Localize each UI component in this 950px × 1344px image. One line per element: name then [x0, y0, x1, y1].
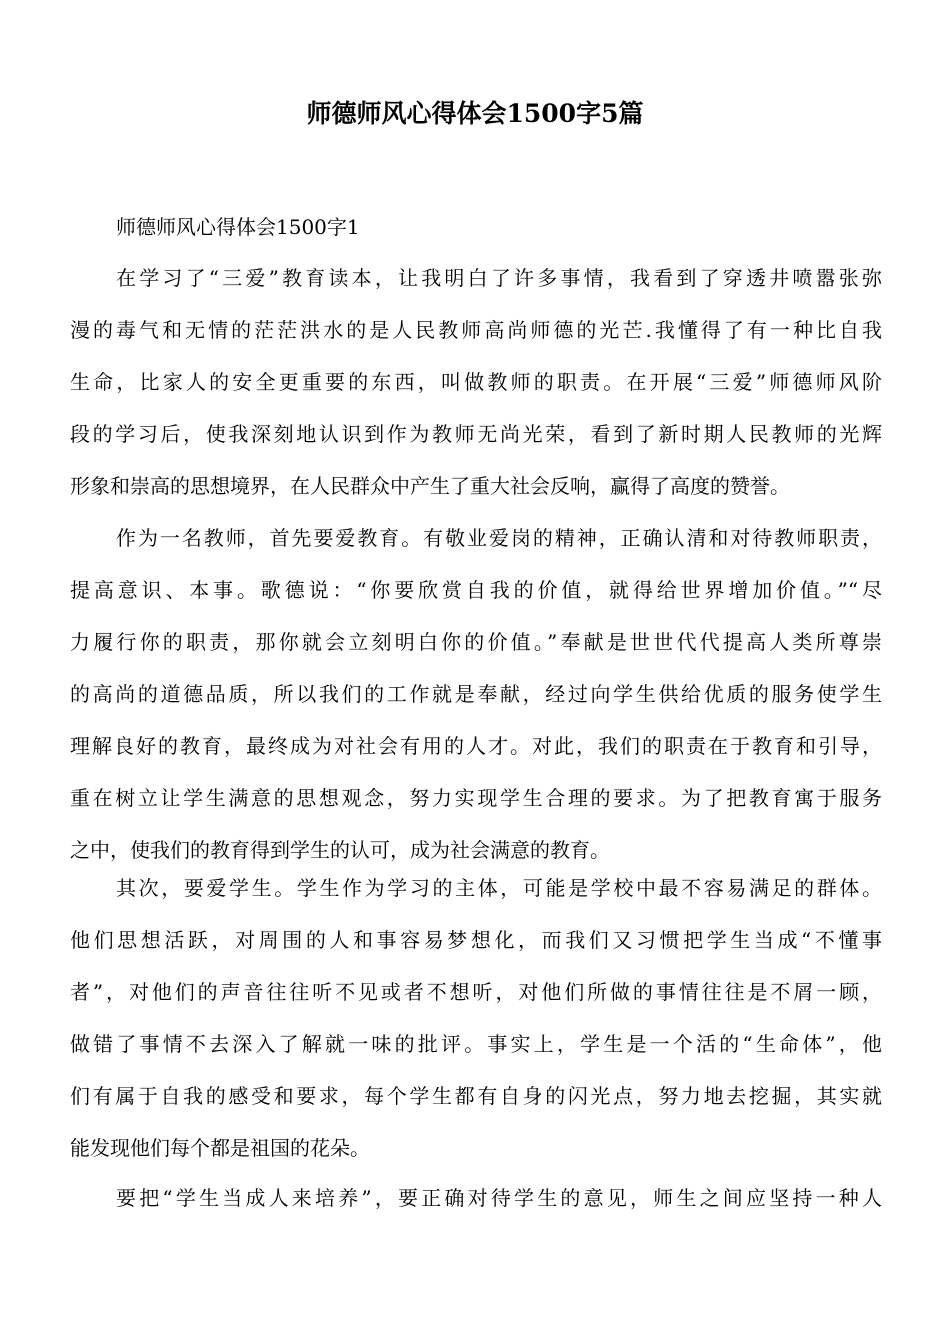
- text-line: 作为一名教师，首先要爱教育。有敬业爱岗的精神，正确认清和对待教师职责，: [116, 526, 882, 550]
- text-line: 能发现他们每个都是祖国的花朵。: [70, 1136, 370, 1160]
- paragraph-2: [70, 512, 882, 876]
- section-heading: 师德师风心得体会1500字1: [116, 215, 360, 239]
- text-line: 他们思想活跃，对周围的人和事容易梦想化，而我们又习惯把学生当成“不懂事: [70, 928, 882, 952]
- paragraph-4: [70, 1172, 882, 1224]
- text-line: 做错了事情不去深入了解就一味的批评。事实上，学生是一个活的“生命体”，他: [70, 1032, 882, 1056]
- text-line: 生命，比家人的安全更重要的东西，叫做教师的职责。在开展“三爱”师德师风阶: [70, 370, 882, 394]
- text-line: 力履行你的职责，那你就会立刻明白你的价值。”奉献是世世代代提高人类所尊崇: [70, 630, 882, 654]
- text-line: 们有属于自我的感受和要求，每个学生都有自身的闪光点，努力地去挖掘，其实就: [70, 1084, 882, 1108]
- text-line: 漫的毒气和无情的茫茫洪水的是人民教师高尚师德的光芒.我懂得了有一种比自我: [70, 318, 882, 342]
- paragraph-1: [70, 252, 882, 512]
- text-line: 之中，使我们的教育得到学生的认可，成为社会满意的教育。: [70, 838, 610, 862]
- text-line: 的高尚的道德品质，所以我们的工作就是奉献，经过向学生供给优质的服务使学生: [70, 682, 882, 706]
- text-line: 在学习了“三爱”教育读本，让我明白了许多事情，我看到了穿透井喷嚣张弥: [116, 266, 882, 290]
- text-line: 其次，要爱学生。学生作为学习的主体，可能是学校中最不容易满足的群体。: [116, 876, 882, 900]
- document-title: 师德师风心得体会1500字5篇: [306, 99, 644, 128]
- text-line: 段的学习后，使我深刻地认识到作为教师无尚光荣，看到了新时期人民教师的光辉: [70, 422, 882, 446]
- text-line: 提高意识、本事。歌德说：“你要欣赏自我的价值，就得给世界增加价值。”“尽: [70, 578, 882, 602]
- text-line: 理解良好的教育，最终成为对社会有用的人才。对此，我们的职责在于教育和引导，: [70, 734, 882, 758]
- text-line: 形象和崇高的思想境界，在人民群众中产生了重大社会反响，赢得了高度的赞誉。: [70, 474, 790, 498]
- text-line: 要把“学生当成人来培养”，要正确对待学生的意见，师生之间应坚持一种人: [116, 1186, 882, 1210]
- text-line: 者”，对他们的声音往往听不见或者不想听，对他们所做的事情往往是不屑一顾，: [70, 980, 882, 1004]
- text-line: 重在树立让学生满意的思想观念，努力实现学生合理的要求。为了把教育寓于服务: [70, 786, 882, 810]
- paragraph-3: [70, 862, 882, 1174]
